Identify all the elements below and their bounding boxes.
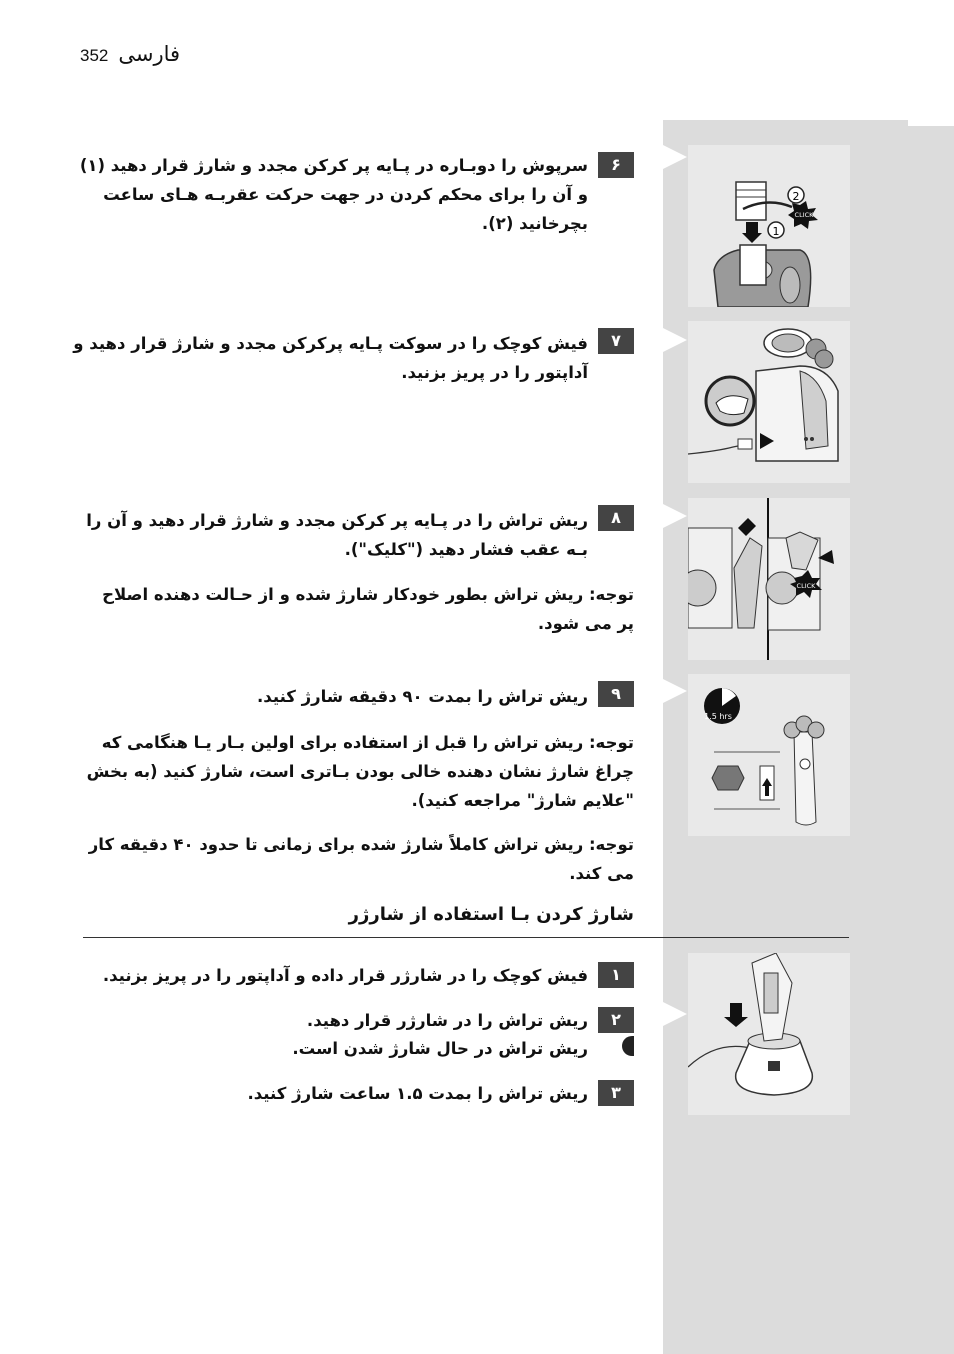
illus-pointer-1 — [663, 145, 687, 169]
step-7-text — [73, 329, 588, 387]
charging-status-text: ریش تراش در حال شارژ شدن است. — [292, 1039, 588, 1058]
illus-pointer-4 — [663, 679, 687, 703]
illustration-cap-install — [688, 145, 850, 307]
illus-pointer-2 — [663, 328, 687, 352]
charger-step-2-number: ۲ — [598, 1007, 634, 1033]
page-header — [80, 42, 180, 66]
step-8-number: ۸ — [598, 505, 634, 531]
step-8-line-1: ریش تراش را در پـایه پر کرکن مجدد و شارژ قرار دهید و آن را — [86, 511, 588, 530]
callout-1-label: 1 — [772, 225, 780, 238]
note-1-line-1: توجه: ریش تراش بطور خودکار شارژ شده و از حـالت دهنده اصلاح — [102, 585, 634, 604]
click-label-2: CLICK — [796, 582, 816, 590]
step-7-line-2: آداپتور را در پریز بزنید. — [401, 363, 588, 382]
section-title: شارژ کردن بـا استفاده از شارژر — [348, 904, 634, 925]
section-divider — [83, 937, 849, 938]
note-2-line-1: توجه: ریش تراش را قبل از استفاده برای اولین بـار یـا هنگامی که — [101, 733, 634, 752]
step-7-line-1: فیش کوچک را در سوکت پـایه پرکرکن مجدد و شارژ قرار دهید و — [73, 334, 588, 353]
illus-pointer-5 — [663, 1002, 687, 1026]
charger-step-3-number: ۳ — [598, 1080, 634, 1106]
step-6-line-2: و آن را برای محکم کردن در جهت حرکت عقربـه هـای ساعت — [103, 185, 588, 204]
charger-step-1-text: فیش کوچک را در شارژر قرار داده و آداپتور را در پریز بزنید. — [102, 966, 588, 985]
charging-indicator-icon — [622, 1036, 634, 1056]
charger-step-3-text: ریش تراش را بمدت ۱.۵ ساعت شارژ کنید. — [247, 1084, 588, 1103]
click-label-1: CLICK — [794, 211, 814, 219]
step-6-line-1: سرپوش را دوبـاره در پـایه پر کرکن مجدد و شارژ قرار دهید (۱) — [79, 156, 588, 175]
charger-step-2-text: ریش تراش را در شارژر قرار دهید. — [306, 1011, 588, 1030]
illustration-adapter-plug — [688, 321, 850, 483]
step-6-number: ۶ — [598, 152, 634, 178]
step-8-text — [86, 506, 588, 564]
step-7-number: ۷ — [598, 328, 634, 354]
step-9-line-1: ریش تراش را بمدت ۹۰ دقیقه شارژ کنید. — [257, 687, 588, 706]
illus-pointer-3 — [663, 504, 687, 528]
step-9-number: ۹ — [598, 681, 634, 707]
page-language: فارسی — [118, 42, 181, 66]
callout-2-label: 2 — [792, 190, 800, 203]
note-2-line-3: "علایم شارژ" مراجعه کنید). — [411, 791, 634, 810]
sidebar-notch — [908, 120, 954, 126]
page-number: 352 — [80, 46, 109, 65]
note-auto-charge — [102, 580, 634, 638]
illustration-charge-timer — [688, 674, 850, 836]
note-run-time — [89, 830, 634, 888]
note-3-line-2: می کند. — [569, 864, 634, 883]
illustration-charging-stand — [688, 953, 850, 1115]
note-2-line-2: چراغ شارژ نشان دهنده خالی بودن بـاتری است، شارژ کنید (به بخش — [86, 762, 634, 781]
illustration-shaver-docking — [688, 498, 850, 660]
note-1-line-2: پر می شود. — [537, 614, 634, 633]
note-first-use — [87, 728, 634, 815]
step-6-text — [80, 151, 588, 238]
step-8-line-2: بـه عقب فشار دهید ("کلیک"). — [344, 540, 588, 559]
note-3-line-1: توجه: ریش تراش کاملاً شارژ شده برای زمانی تا حدود ۴۰ دقیقه کار — [88, 835, 634, 854]
charger-step-1-number: ۱ — [598, 962, 634, 988]
step-6-line-3: بچرخانید (۲). — [481, 214, 588, 233]
step-9-text — [257, 682, 588, 711]
timer-label: 1.5 hrs — [704, 712, 732, 721]
